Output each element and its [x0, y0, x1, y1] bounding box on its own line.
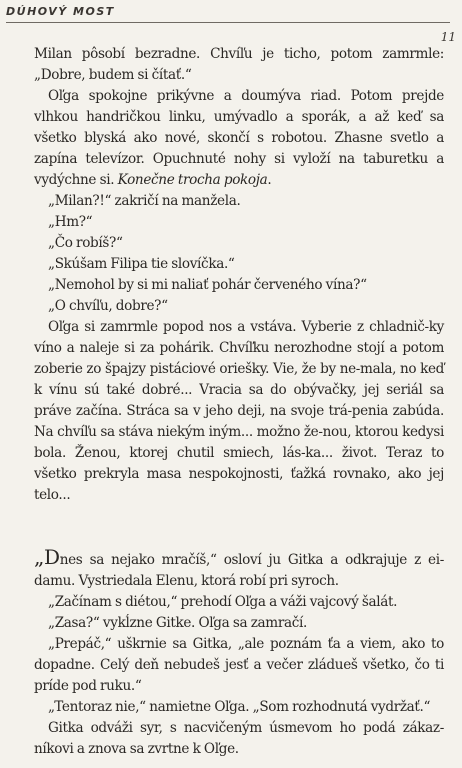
paragraph-text: nes sa nejako mračíš,“ osloví ju Gitka a odkrajuje z ei-damu. Vystriedala Elenu, ktorá robí pri syroch.: [34, 552, 444, 589]
paragraph-text: Oľga spokojne prikývne a doumýva riad. Potom prejde vlhkou handričkou linku, umývadlo a sporák, a až keď sa všetko blyská ako nové, skončí s robotou. Zhasne svetlo a zapína televízor. Opuchnuté nohy si vyloží na taburetku a vydýchne si.: [34, 88, 444, 188]
page-number: 11: [440, 30, 456, 44]
paragraph: Oľga si zamrmle popod nos a vstáva. Vyberie z chladnič-ky víno a naleje si za pohárik. Chvíľku nerozhodne stojí a potom zoberie zo špajzy pistáciové oriešky. Vie, že by ne-mala, no keď k vínu sú také dobré... Vracia sa do obývačky, jej seriál sa práve začína. Stráca sa v jeho deji, na svoje trá-penia zabúda. Na chvíľu sa stáva niekým iným... možno že-nou, ktorou kedysi bola. Ženou, ktorej chutil smiech, lás-ka... život. Teraz to všetko prekryla masa nespokojnosti, ťažká rovnako, ako jej telo...: [34, 319, 444, 503]
paragraph: Milan pôsobí bezradne. Chvíľu je ticho, potom zamrmle: „Dobre, budem si čítať.“: [34, 46, 444, 83]
paragraph: „Milan?!“ zakričí na manžela.: [48, 193, 241, 209]
page-header: [6, 4, 450, 23]
paragraph: Gitka odváži syr, s nacvičeným úsmevom ho podá zákaz-níkovi a znova sa zvrtne k Oľge.: [34, 720, 444, 757]
paragraph: [34, 86, 444, 191]
paragraph: [34, 545, 444, 592]
paragraph: „O chvíľu, dobre?“: [48, 298, 168, 314]
paragraph: „Nemohol by si mi naliať pohár červeného vína?“: [48, 277, 367, 293]
italic-phrase: Konečne trocha pokoja: [117, 172, 268, 188]
section-break: [34, 506, 444, 548]
running-head: DÚHOVÝ MOST: [6, 5, 115, 18]
paragraph: „Tentoraz nie,“ namietne Oľga. „Som rozhodnutá vydržať.“: [48, 699, 431, 715]
paragraph: „Začínam s diétou,“ prehodí Oľga a váži vajcový šalát.: [48, 594, 398, 610]
paragraph: „Hm?“: [48, 214, 93, 230]
body-text: [34, 44, 444, 760]
drop-cap: „D: [34, 545, 60, 569]
paragraph: „Prepáč,“ uškrnie sa Gitka, „ale poznám ťa a viem, ako to dopadne. Celý deň nebudeš jesť a večer zládueš všetko, čo ti príde pod ruku.“: [34, 636, 444, 694]
paragraph: „Skúšam Filipa tie slovíčka.“: [48, 256, 235, 272]
paragraph: „Zasa?“ vykĺzne Gitke. Oľga sa zamračí.: [48, 615, 307, 631]
paragraph: „Čo robíš?“: [48, 235, 123, 251]
paragraph-text: .: [267, 172, 272, 188]
